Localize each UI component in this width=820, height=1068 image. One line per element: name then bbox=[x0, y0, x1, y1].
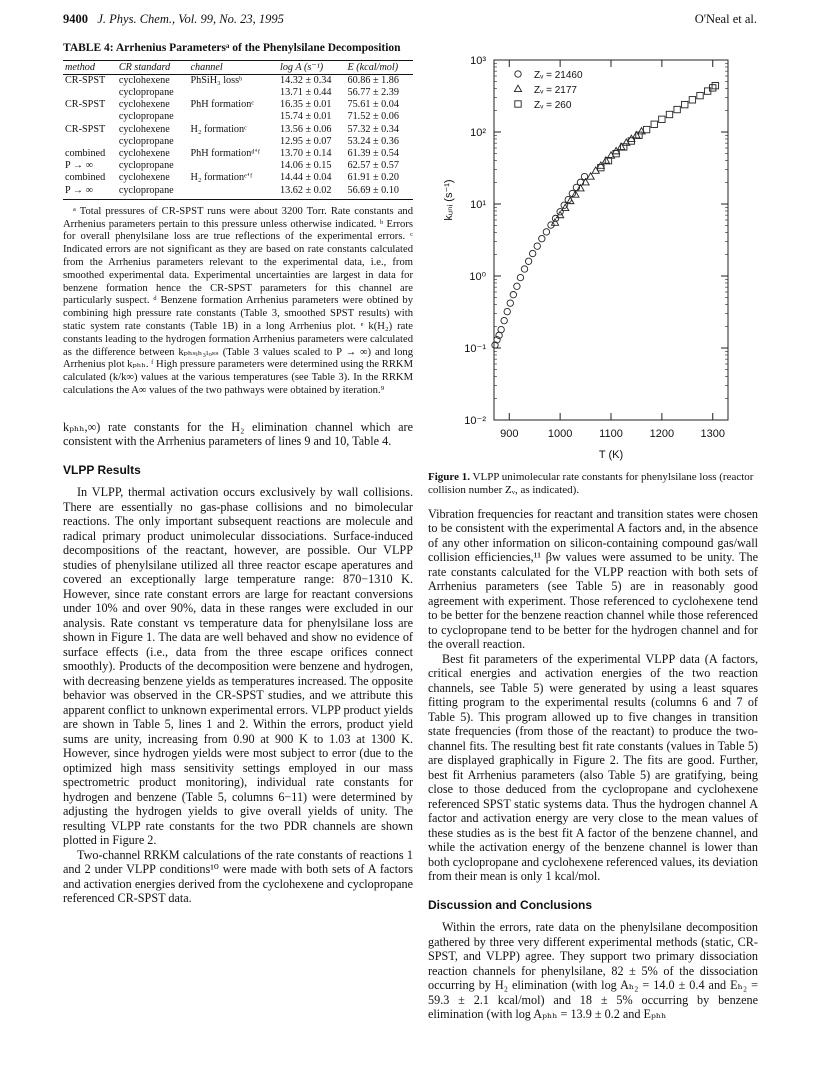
vlpp-paragraph-2: Two-channel RRKM calculations of the rate constants of reactions 1 and 2 under VLPP conditions¹⁰ were made with both sets of A factors and activation energies derived from the cyclohexene and cyclopropane referenced CR-SPST data. bbox=[63, 847, 413, 906]
table4-cell: 61.91 ± 0.20 bbox=[347, 172, 399, 184]
running-header-left bbox=[63, 12, 284, 27]
rrkm-paragraph-continued: Vibration frequencies for reactant and transition states were chosen to be consistent with the experimental A factors and, in the absence of any other information on silicon-containing compound gas/wall collision efficiencies,¹¹ βw values were assumed to be unity. The rate constants calculated for the VLPP reaction with both sets of Arrhenius parameters (see Table 5) are in reasonably good agreement with experiment. Those referenced to cyclohexene tend to be better for the benzene reaction channel while those referenced to cyclopropane tend to be better for the hydrogen channel and for the overall reaction. bbox=[428, 506, 758, 652]
table4-cell: PhSiH₃ lossᵇ bbox=[190, 74, 243, 86]
table4-cell: PhH formationᵈʻᶠ bbox=[190, 148, 261, 160]
y-tick-label: 10³ bbox=[470, 55, 486, 67]
table4-cell bbox=[63, 87, 117, 99]
data-point-circle bbox=[529, 250, 535, 256]
table4-cell: 56.77 ± 2.39 bbox=[347, 87, 399, 98]
table4-cell: cyclohexene bbox=[118, 123, 170, 135]
right-body-text bbox=[428, 507, 758, 1022]
table4-cell: 57.32 ± 0.34 bbox=[347, 123, 399, 135]
table4-cell: 13.70 ± 0.14 bbox=[280, 148, 332, 160]
data-point-circle bbox=[517, 274, 523, 280]
table4-cell: CR-SPST bbox=[65, 123, 106, 135]
y-tick-label: 10⁻² bbox=[464, 415, 486, 427]
figure1-caption bbox=[428, 471, 758, 497]
y-axis-label: kᵤₙᵢ (s⁻¹) bbox=[443, 179, 455, 221]
data-point-square bbox=[712, 82, 718, 88]
y-tick-label: 10² bbox=[470, 127, 486, 139]
table4-cell: cyclohexene bbox=[118, 148, 170, 160]
table4-cell: 60.86 ± 1.86 bbox=[347, 74, 399, 86]
discussion-paragraph: Within the errors, rate data on the phenylsilane decomposition gathered by three very different experimental methods (static, CR-SPST, and VLPP) agree. They support two primary dissociation reaction channels for phenylsilane, 82 ± 5% of the dissociation occurring by H₂ elimination (with log Aₕ₂ = 14.0 ± 0.4 and Eₕ₂ = 59.3 ± 2.1 kcal/mol) and 18 ± 5% occurring by benzene elimination (with log Aₚₕₕ = 13.9 ± 0.2 and Eₚₕₕ bbox=[428, 920, 758, 1022]
legend-label: Zᵥ = 21460 bbox=[534, 70, 583, 81]
data-point-circle bbox=[501, 317, 507, 323]
table4-cell: H₂ formationᵉʻᶠ bbox=[190, 172, 253, 184]
table-row bbox=[63, 136, 413, 148]
x-axis-label: T (K) bbox=[598, 449, 624, 461]
data-point-square bbox=[674, 106, 680, 112]
y-tick-label: 10⁻¹ bbox=[464, 343, 486, 355]
table4-cell: 13.56 ± 0.06 bbox=[280, 123, 332, 135]
table4-cell: P → ∞ bbox=[63, 185, 117, 200]
table4-cell: CR-SPST bbox=[65, 74, 106, 86]
table4-header-row bbox=[63, 60, 413, 74]
figure1-caption-text: VLPP unimolecular rate constants for phenylsilane loss (reactor collision number Zᵥ, as indicated). bbox=[428, 471, 754, 496]
table4-cell bbox=[188, 87, 278, 99]
journal-citation: J. Phys. Chem., Vol. 99, No. 23, 1995 bbox=[97, 12, 284, 26]
data-point-circle bbox=[510, 291, 516, 297]
left-body-text bbox=[63, 420, 413, 906]
legend-marker-square bbox=[515, 101, 521, 107]
table4-cell bbox=[188, 111, 278, 123]
table4-cell: 14.06 ± 0.15 bbox=[280, 160, 332, 172]
data-point-square bbox=[659, 116, 665, 122]
data-point-circle bbox=[534, 243, 540, 249]
table4-cell bbox=[188, 185, 278, 200]
data-point-square bbox=[682, 101, 688, 107]
table4-header-cell: channel bbox=[188, 60, 278, 74]
data-point-square bbox=[697, 92, 703, 98]
table4-header-cell: CR standard bbox=[117, 60, 189, 74]
section-title-vlpp-results: VLPP Results bbox=[63, 462, 141, 477]
table4-cell: cyclopropane bbox=[118, 111, 174, 123]
y-tick-label: 10¹ bbox=[470, 199, 486, 211]
table4-cell: cyclopropane bbox=[118, 135, 174, 147]
table4-header-cell: E (kcal/mol) bbox=[345, 60, 413, 74]
table-row bbox=[63, 99, 413, 111]
data-point-circle bbox=[498, 326, 504, 332]
x-tick-label: 1200 bbox=[649, 428, 675, 440]
table4-cell: CR-SPST bbox=[65, 99, 106, 111]
table4-body bbox=[63, 74, 413, 199]
table4-cell: combined bbox=[65, 172, 106, 184]
table-row bbox=[63, 124, 413, 136]
table-row bbox=[63, 111, 413, 123]
table4-cell: 12.95 ± 0.07 bbox=[280, 135, 332, 147]
table4-cell: P → ∞ bbox=[65, 160, 93, 172]
table4-cell: 13.62 ± 0.02 bbox=[278, 185, 345, 200]
table4-cell: 62.57 ± 0.57 bbox=[347, 160, 399, 172]
section-title-discussion: Discussion and Conclusions bbox=[428, 897, 593, 912]
data-point-circle bbox=[507, 300, 513, 306]
table4-cell: 53.24 ± 0.36 bbox=[347, 135, 399, 147]
data-point-circle bbox=[539, 235, 545, 241]
x-tick-label: 1100 bbox=[599, 428, 623, 440]
data-point-square bbox=[689, 97, 695, 103]
table4-cell: 61.39 ± 0.54 bbox=[347, 148, 399, 160]
table4-header-cell: log A (s⁻¹) bbox=[278, 60, 345, 74]
x-tick-label: 1300 bbox=[700, 428, 725, 440]
data-point-circle bbox=[514, 283, 520, 289]
figure1-points bbox=[492, 82, 719, 348]
table4-cell: cyclopropane bbox=[117, 185, 189, 200]
table4-header-cell: method bbox=[63, 60, 117, 74]
table4-cell: H₂ formationᶜ bbox=[190, 123, 247, 135]
table4 bbox=[63, 60, 413, 200]
y-tick-label: 10⁰ bbox=[469, 271, 486, 283]
continuation-paragraph: kₚₕₕ,∞) rate constants for the H₂ elimination channel which are consistent with the Arrhenius parameters of lines 9 and 10, Table 4. bbox=[63, 419, 413, 449]
table4-cell bbox=[63, 136, 117, 148]
figure1-axes bbox=[443, 55, 728, 461]
table4-cell: 14.32 ± 0.34 bbox=[280, 74, 332, 86]
data-point-circle bbox=[504, 308, 510, 314]
table4-cell: 15.74 ± 0.01 bbox=[280, 111, 332, 123]
best-fit-paragraph: Best fit parameters of the experimental VLPP data (A factors, critical energies and activation energies of the two reaction channels, see Table 5) were generated by using a least squares fitting program to the experimental results (columns 6 and 7 of Table 5). This program allowed up to five changes in transition state frequencies (from those of the reactant) to produce the two-channel fits. The resulting best fit rate constants (values in Table 5) are displayed graphically in Figure 2. The fits are good. Further, best fit Arrhenius parameters (also Table 5) are gratifying, being close to those deduced from the cyclopropane and cyclohexene referenced SPST static systems data. Thus the hydrogen channel A factor and activation energy are very close to the mean values of these studies as is the best fit A factor of the benzene channel, and while the activation energy of the benzene channel is lower than both cyclopropane and cyclohexene referenced values, its deviation from their mean is only 1 kcal/mol. bbox=[428, 651, 758, 884]
plot-frame bbox=[494, 60, 728, 420]
table-row bbox=[63, 172, 413, 184]
table4-cell bbox=[63, 111, 117, 123]
table4-cell: cyclohexene bbox=[118, 172, 170, 184]
table-row bbox=[63, 148, 413, 160]
table4-cell: 75.61 ± 0.04 bbox=[347, 99, 399, 111]
table-row bbox=[63, 87, 413, 99]
legend-marker-triangle bbox=[514, 85, 521, 91]
table4-cell: 14.44 ± 0.04 bbox=[280, 172, 332, 184]
data-point-circle bbox=[543, 229, 549, 235]
x-tick-label: 900 bbox=[500, 428, 519, 440]
table4-cell: cyclopropane bbox=[118, 160, 174, 172]
table4-cell: 56.69 ± 0.10 bbox=[345, 185, 413, 200]
table-row bbox=[63, 74, 413, 87]
x-tick-label: 1000 bbox=[547, 428, 573, 440]
table4-cell bbox=[188, 136, 278, 148]
page-number: 9400 bbox=[63, 12, 88, 26]
right-column bbox=[428, 42, 758, 1022]
table-row bbox=[63, 185, 413, 200]
table4-cell: cyclohexene bbox=[118, 74, 170, 86]
table4-cell: cyclohexene bbox=[118, 99, 170, 111]
table4-title: TABLE 4: Arrhenius Parametersᵃ of the Phenylsilane Decomposition bbox=[63, 42, 401, 54]
table4-cell: combined bbox=[65, 148, 106, 160]
data-point-circle bbox=[525, 258, 531, 264]
legend-label: Zᵥ = 260 bbox=[534, 100, 572, 111]
table4-cell: PhH formationᶜ bbox=[190, 99, 254, 111]
figure1-chart bbox=[428, 42, 758, 462]
running-header-authors: O'Neal et al. bbox=[694, 12, 757, 26]
left-column bbox=[63, 42, 413, 906]
figure1-caption-label: Figure 1. bbox=[428, 471, 470, 483]
data-point-square bbox=[666, 111, 672, 117]
table4-cell: 13.71 ± 0.44 bbox=[280, 87, 332, 98]
figure1-legend bbox=[514, 70, 583, 111]
table-row bbox=[63, 160, 413, 172]
vlpp-paragraph-1: In VLPP, thermal activation occurs exclusively by wall collisions. There are essentially no gas-phase collisions and no bimolecular reactions. The only important subsequent reactions are molecule and radical primary product unimolecular dissociations. Surface-induced decompositions of the reactant, however, are possible. Our VLPP studies of phenylsilane utilized all three reactor escape aperatures and covered an exceptionally large temperature range: 870−1310 K. However, since rate constant errors are large for reactant conversions under 10% and over 90%, data in these ranges were excluded in our analysis. Rate constant vs temperature data for phenylsilane loss are shown in Figure 1. The data are well behaved and show no evidence of surface effects (i.e., data from the three escape orifices connect smoothly). Products of the decomposition were benzene and hydrogen, with decreasing benzene yields as temperatures increased. The opposite behavior was observed in the CR-SPST studies, and we attribute this apparent conflict to unknown experimental errors. VLPP product yields are shown in Table 5, lines 1 and 2. Within the errors, product yield sums are unity, increasing from 0.90 at 900 K to 1.03 at 1300 K. However, since hydrogen yields were most subject to error (due to the optimized high mass sensitivity settings employed in our mass spectrometric product monitoring), individual rate constants for hydrogen and benzene (Table 5, columns 6−11) were determined by adjusting the hydrogen yields to give overall yields of unity. The resulting VLPP rate constants for the two PDR channels are shown plotted in Figure 2. bbox=[63, 485, 413, 848]
table4-cell: 71.52 ± 0.06 bbox=[347, 111, 399, 123]
data-point-square bbox=[651, 121, 657, 127]
table4-footnotes: ᵃ Total pressures of CR-SPST runs were about 3200 Torr. Rate constants and Arrhenius parameters pertain to this pressure unless otherwise indicated. ᵇ Errors for overall phenylsilane loss are true reflections of the experimental errors. ᶜ Indicated errors are not significant as they are based on rate constants calculated from the Arrhenius parameters relevant to the experimental data, i.e., from smoothed experimental data. Experimental uncertainties are largest in data for benzene formation hence the CR-SPST parameters for this channel are particularly suspect. ᵈ Benzene formation Arrhenius parameters were obtined by combining high pressure rate constants (Table 3, smoothed SPST results) with static system rate constants (Table 1B) in a long Arrhenius plot. ᵉ k(H₂) rate constants leading to the hydrogen formation Arrhenius parameters were calculated as the difference between kₚₕₛᵢₕ₃ₗₒₛₛ (Table 3 values scaled to P → ∞) and long Arrhenius plot kₚₕₕ. ᶠ High pressure parameters were determined using the RRKM calculated (k/k∞) values at the various temperatures (see Table 3). In the RRKM calculations the A∞ values of the two pathways were obtained by iteration.⁹ bbox=[63, 205, 413, 396]
table4-cell: cyclopropane bbox=[118, 87, 174, 98]
legend-label: Zᵥ = 2177 bbox=[534, 85, 577, 96]
data-point-triangle bbox=[592, 167, 599, 173]
legend-marker-circle bbox=[515, 71, 521, 77]
data-point-circle bbox=[521, 266, 527, 272]
table4-cell bbox=[188, 160, 278, 172]
table4-cell: 16.35 ± 0.01 bbox=[280, 99, 332, 111]
